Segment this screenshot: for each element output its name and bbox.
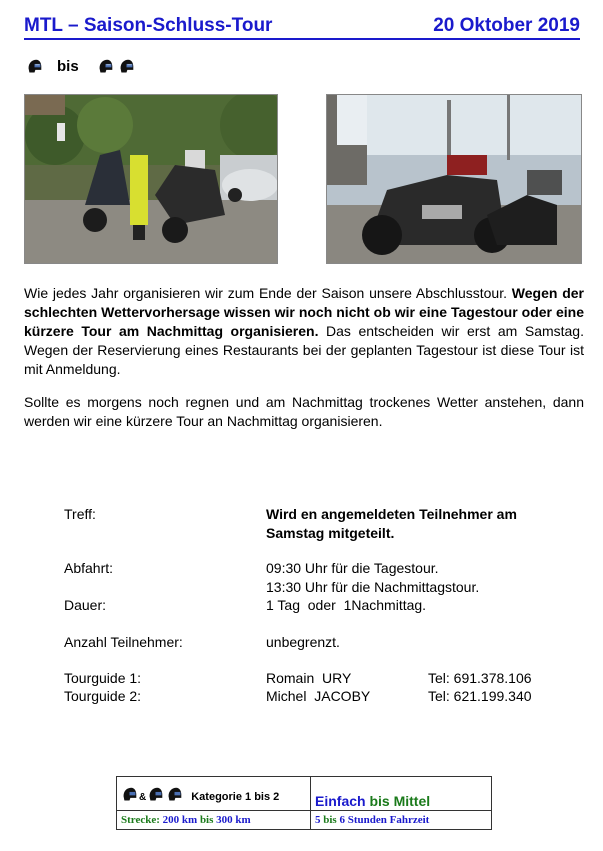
teilnehmer-label: Anzahl Teilnehmer: xyxy=(64,634,183,650)
photo-riders-parking xyxy=(24,94,278,264)
legend-ampersand: & xyxy=(139,792,147,803)
strecke-bis: bis xyxy=(197,814,217,826)
legend-fahrzeit xyxy=(315,814,429,826)
intro-text-1: Wie jedes Jahr organisieren wir zum Ende der Saison unsere Abschlusstour. xyxy=(24,285,512,301)
photo-motorcycles-station xyxy=(326,94,582,264)
legend-level xyxy=(315,793,430,809)
fahrzeit-h2: 6 Stunden Fahrzeit xyxy=(339,814,430,826)
abfahrt-time-1: 09:30 Uhr für die Tagestour. xyxy=(266,560,439,576)
page-title: MTL – Saison-Schluss-Tour xyxy=(24,15,273,36)
intro-text-bold: Wegen der schlechten Wettervorhersage wissen wir noch nicht ob wir eine Tagestour oder eine kürzere Tour am Nachmittag organisieren. xyxy=(24,285,584,339)
level-mittel: Mittel xyxy=(393,793,431,809)
motorcycle-helmet-icon xyxy=(97,58,114,75)
motorcycle-helmet-icon xyxy=(121,786,138,803)
strecke-km-1: 200 km xyxy=(162,814,198,826)
difficulty-legend xyxy=(116,776,492,830)
teilnehmer-value: unbegrenzt. xyxy=(266,634,340,650)
legend-category xyxy=(121,786,279,803)
tour-date: 20 Oktober 2019 xyxy=(433,15,580,36)
legend-strecke xyxy=(121,814,251,826)
motorcycle-helmet-icon xyxy=(147,786,164,803)
guide1-phone: Tel: 691.378.106 xyxy=(428,670,532,686)
motorcycle-helmet-icon xyxy=(26,58,43,75)
legend-kategorie: Kategorie 1 bis 2 xyxy=(191,791,280,803)
abfahrt-label: Abfahrt: xyxy=(64,560,114,576)
fahrzeit-bis: bis xyxy=(320,814,340,826)
difficulty-indicator xyxy=(26,58,135,75)
guide1-name: Romain URY xyxy=(266,670,352,686)
page-header xyxy=(24,14,580,40)
motorcycle-helmet-icon xyxy=(166,786,183,803)
intro-text-2: Das entscheiden wir erst am Samstag. Wegen der Reservierung eines Restaurants bei der geplanten Tagestour ist diese Tour ist mit Anmeldung. xyxy=(24,323,584,377)
motorcycle-helmet-icon xyxy=(118,58,135,75)
dauer-value: 1 Tag oder 1Nachmittag. xyxy=(266,597,427,613)
difficulty-bis-label: bis xyxy=(57,58,79,75)
treff-value: Wird en angemeldeten Teilnehmer am Samstag mitgeteilt. xyxy=(266,506,517,541)
guide2-name: Michel JACOBY xyxy=(266,688,371,704)
guide2-phone: Tel: 621.199.340 xyxy=(428,688,532,704)
guide1-label: Tourguide 1: xyxy=(64,670,142,686)
strecke-km-2: 300 km xyxy=(216,814,251,826)
level-einfach: Einfach xyxy=(315,793,366,809)
guide2-label: Tourguide 2: xyxy=(64,688,142,704)
fahrzeit-h1: 5 xyxy=(315,814,321,826)
abfahrt-time-2: 13:30 Uhr für die Nachmittagstour. xyxy=(266,579,480,595)
weather-paragraph: Sollte es morgens noch regnen und am Nachmittag trockenes Wetter anstehen, dann werden wir eine kürzere Tour an Nachmittag organisieren. xyxy=(24,394,584,429)
dauer-label: Dauer: xyxy=(64,597,107,613)
strecke-label: Strecke: xyxy=(121,814,163,826)
legend-divider-horizontal xyxy=(117,810,491,811)
treff-label: Treff: xyxy=(64,506,96,522)
intro-paragraph xyxy=(24,284,584,379)
level-bis: bis xyxy=(365,793,394,809)
legend-divider-vertical xyxy=(310,777,311,829)
